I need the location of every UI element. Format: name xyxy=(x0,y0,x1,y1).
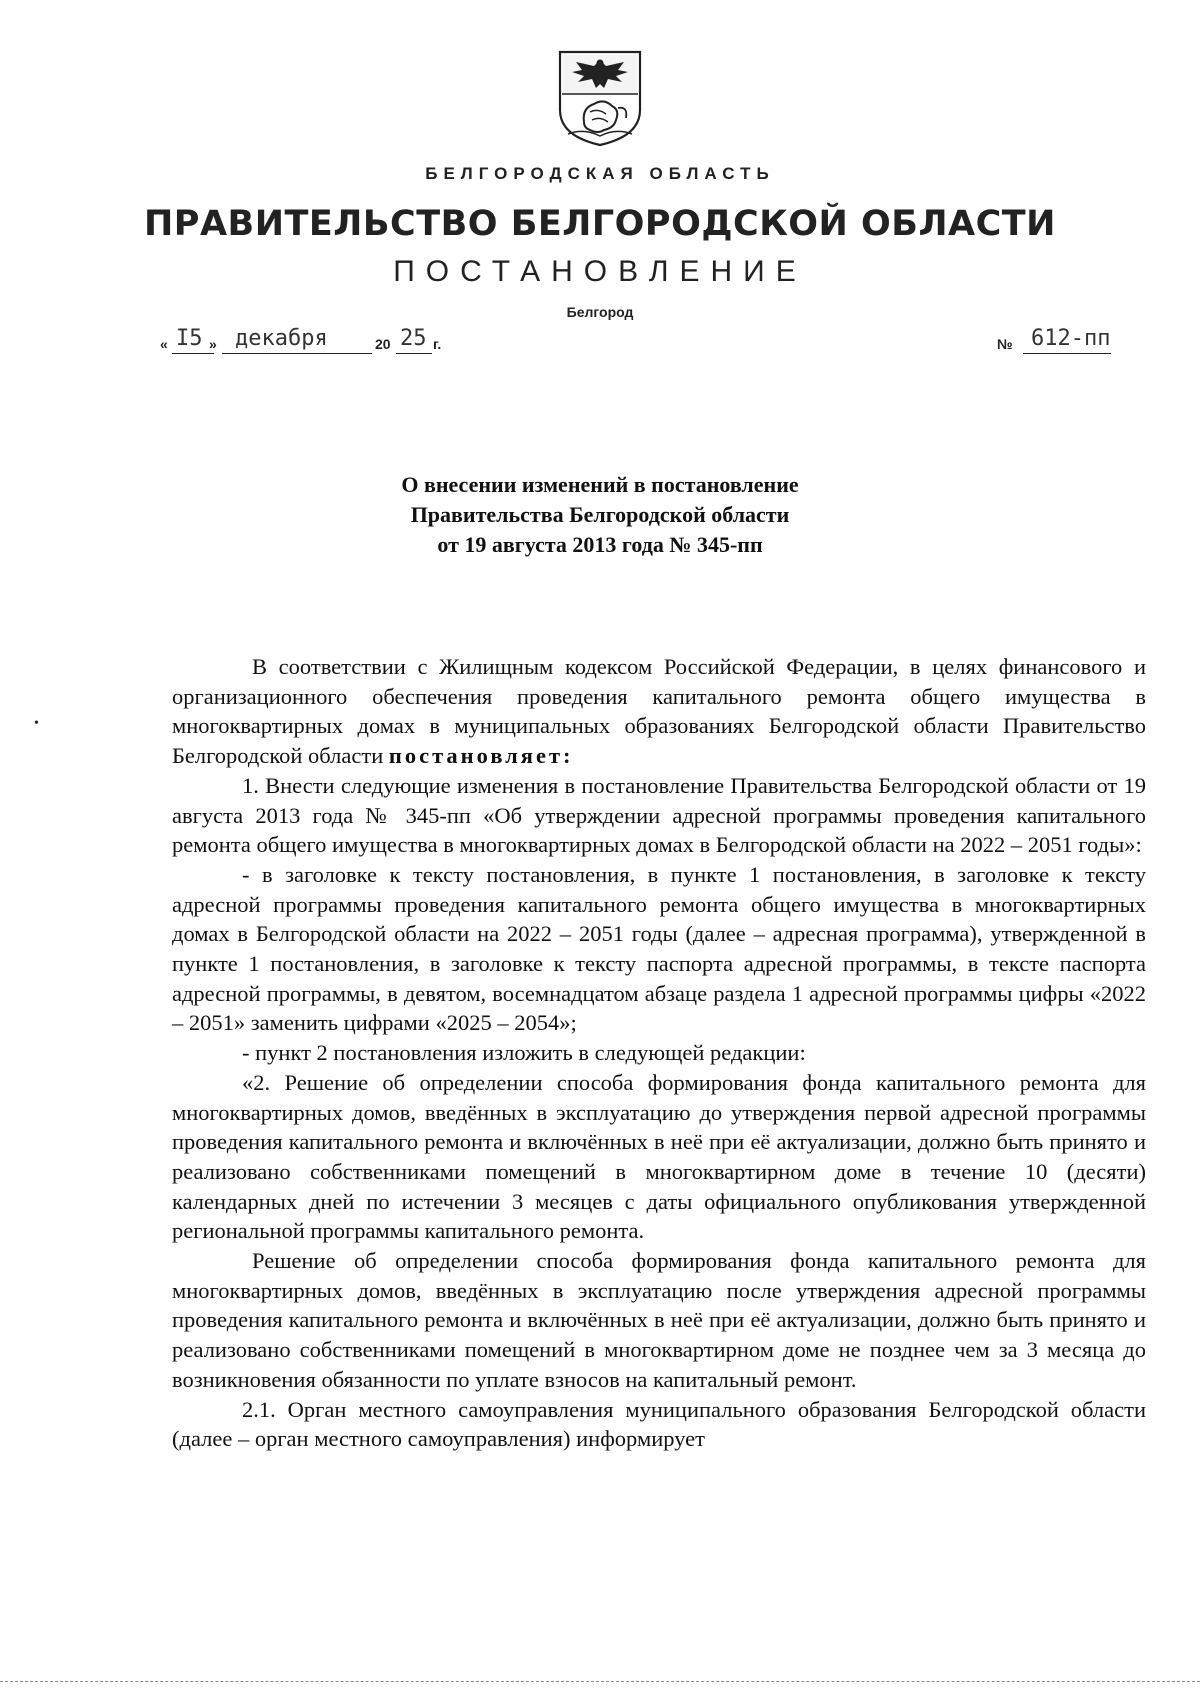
paragraph-preamble xyxy=(172,652,1146,771)
paragraph-point-2-1: 2.1. Орган местного самоуправления муниципального образования Белгородской области (далее – орган местного самоуправления) информирует xyxy=(172,1396,1146,1452)
document-type: ПОСТАНОВЛЕНИЕ xyxy=(393,255,807,288)
number-label: № xyxy=(997,336,1013,352)
paragraph-point-2-text: «2. Решение об определении способа формирования фонда капитального ремонта для многоквартирных домов, введённых в эксплуатацию до утверждения первой адресной программы проведения капитального ремонта и включённых в неё при её актуализации, должно быть принято и реализовано собственниками помещений в многоквартирном доме в течение 10 (десяти) календарных дней по истечении 3 месяцев с даты официального опубликования утвержденной региональной программы капитального ремонта. xyxy=(172,1069,1146,1244)
scan-dot: • xyxy=(34,716,39,731)
scan-bottom-line xyxy=(0,1681,1200,1682)
document-body xyxy=(172,652,1146,1454)
date-year-prefix: 20 xyxy=(375,336,391,352)
number-value: 612-пп xyxy=(1031,326,1111,351)
document-number xyxy=(997,326,1117,356)
date-close-quote: » xyxy=(209,336,217,352)
resolves-word: постановляет: xyxy=(388,743,574,769)
coat-of-arms-emblem xyxy=(554,48,646,148)
date-day: I5 xyxy=(176,326,203,351)
title-line-3: от 19 августа 2013 года № 345-пп xyxy=(437,532,763,557)
title-line-1: О внесении изменений в постановление xyxy=(401,472,799,497)
region-name: БЕЛГОРОДСКАЯ ОБЛАСТЬ xyxy=(425,164,775,183)
city-name: Белгород xyxy=(566,304,634,320)
paragraph-point-2-second: Решение об определении способа формирования фонда капитального ремонта для многоквартирных домов, введённых в эксплуатацию после утверждения адресной программы проведения капитального ремонта и включённых в неё при её актуализации, должно быть принято и реализовано собственниками помещений в многоквартирном доме не позднее чем за 3 месяца до возникновения обязанности по уплате взносов на капитальный ремонт. xyxy=(172,1248,1146,1392)
title-line-2: Правительства Белгородской области xyxy=(410,502,790,527)
paragraph-change-headings: - в заголовке к тексту постановления, в пункте 1 постановления, в заголовке к тексту адресной программы проведения капитального ремонта общего имущества в многоквартирных домах в Белгородской области на 2022 – 2051 годы (далее – адресная программа), утвержденной в пункте 1 постановления, в заголовке к тексту паспорта адресной программы, в тексте паспорта адресной программы, в девятом, восемнадцатом абзаце раздела 1 адресной программы цифры «2022 – 2051» заменить цифрами «2025 – 2054»; xyxy=(172,861,1146,1036)
date-year-suffix: 25 xyxy=(400,326,427,351)
document-title xyxy=(0,470,1200,560)
government-name: ПРАВИТЕЛЬСТВО БЕЛГОРОДСКОЙ ОБЛАСТИ xyxy=(144,204,1056,244)
date-open-quote: « xyxy=(160,336,168,352)
paragraph-item-1: 1. Внести следующие изменения в постановление Правительства Белгородской области от 19 августа 2013 года № 345-пп «Об утверждении адресной программы проведения капитального ремонта общего имущества в многоквартирных домах в Белгородской области на 2022 – 2051 годы»: xyxy=(172,772,1146,858)
preamble-text: В соответствии с Жилищным кодексом Российской Федерации, в целях финансового и организационного обеспечения проведения капитального ремонта общего имущества в многоквартирных домах в муниципальных образованиях Белгородской области Правительство Белгородской области xyxy=(172,654,1146,769)
date-month: декабря xyxy=(235,326,328,351)
paragraph-change-point-2: - пункт 2 постановления изложить в следующей редакции: xyxy=(242,1040,806,1066)
date-year-mark: г. xyxy=(433,336,442,352)
